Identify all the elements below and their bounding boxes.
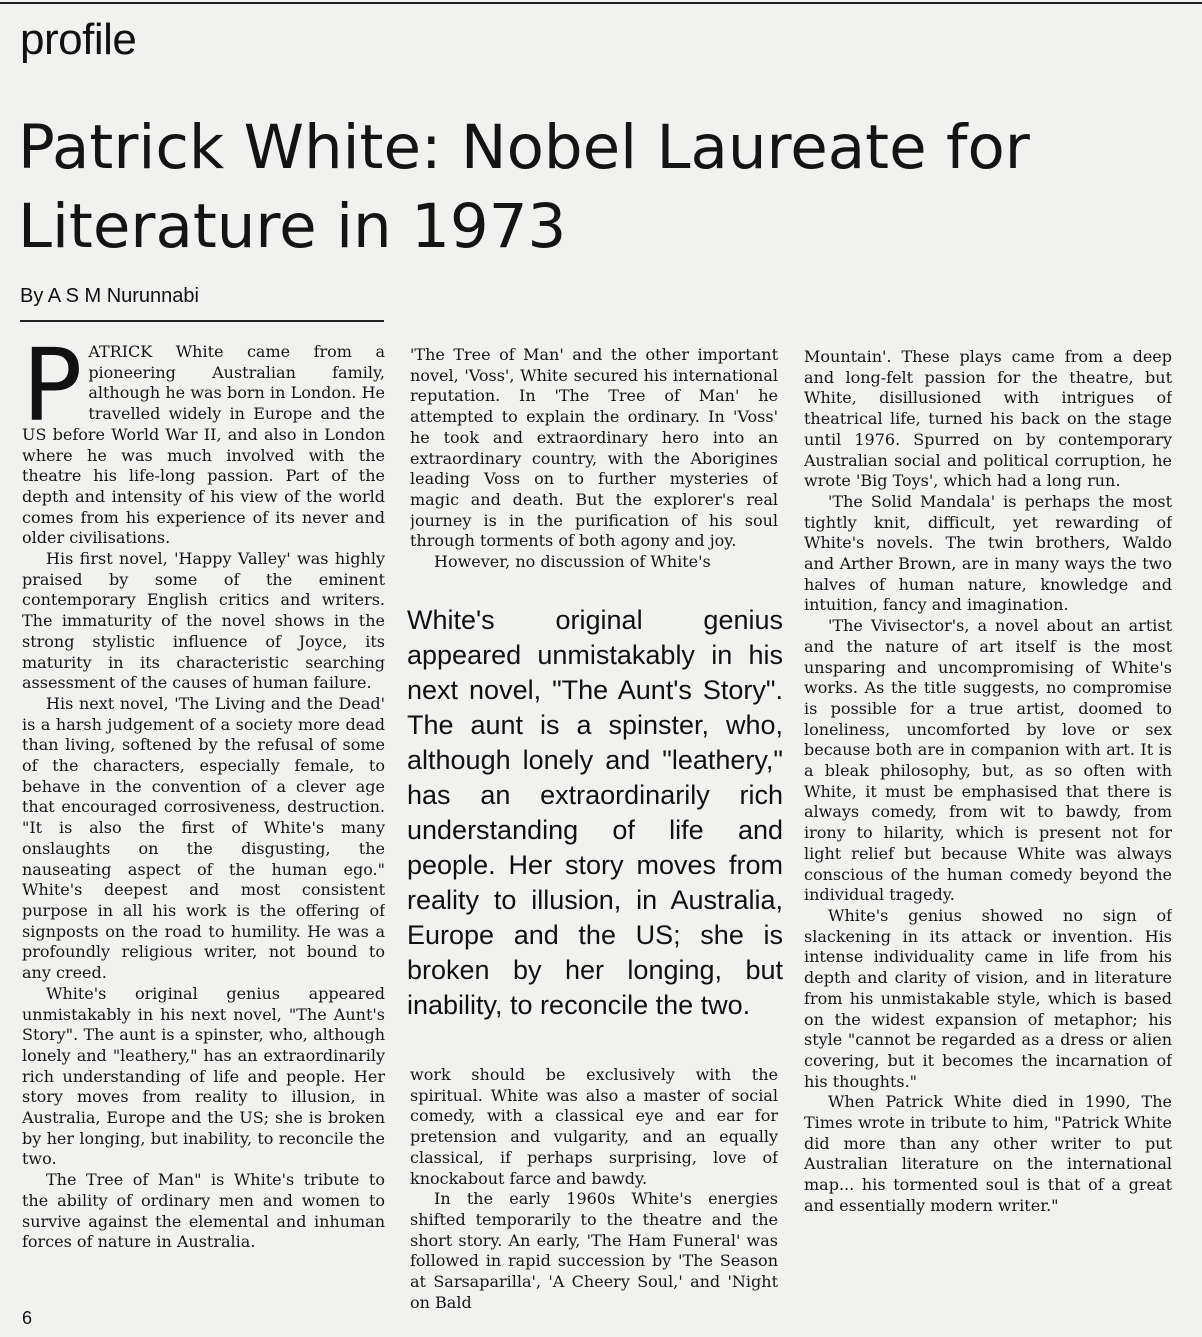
byline: By A S M Nurunnabi [20,285,199,307]
top-rule [0,2,1202,4]
headline: Patrick White: Nobel Laureate for Literature in 1973 [18,112,1030,262]
article-column-1 [22,342,385,1312]
paragraph: His first novel, 'Happy Valley' was highly praised by some of the eminent contemporary English critics and writers. The immaturity of the novel shows in the strong stylistic influence of Joyce, its maturity in its characteristic searching assessment of the causes of human failure. [22,549,385,693]
paragraph: Mountain'. These plays came from a deep and long-felt passion for the theatre, but White, disillusioned with intrigues of theatrical life, turned his back on the stage until 1976. Spurred on by contemporary Australian social and political corruption, he wrote 'Big Toys', which had a long run. [804,347,1172,491]
pull-quote: White's original genius appeared unmistakably in his next novel, "The Aunt's Story". The aunt is a spinster, who, although lonely and "leathery," has an extraordinarily rich understanding of life and people. Her story moves from reality to illusion, in Australia, Europe and the US; she is broken by her longing, but inability, to reconcile the two. [407,605,783,1020]
article-column-2-bottom [410,1065,778,1325]
paragraph: work should be exclusively with the spiritual. White was also a master of social comedy, with a classical eye and ear for pretension and vulgarity, and an equally classical, if perhaps surprising, love of knockabout farce and bawdy. [410,1065,778,1188]
paragraph-text: ATRICK White came from a pioneering Australian family, although he was born in London. He travelled widely in Europe and the US before World War II, and also in London where he was much involved with the theatre his life-long passion. Part of the depth and intensity of his view of the world comes from his experience of its never and older civilisations. [22,342,385,548]
paragraph: When Patrick White died in 1990, The Times wrote in tribute to him, "Patrick White did more than any other writer to put Australian literature on the international map... his tormented soul is that of a great and essentially modern writer." [804,1092,1172,1215]
byline-rule [20,320,384,322]
paragraph: 'The Vivisector's, a novel about an artist and the nature of art itself is the most unsparing and uncompromising of White's works. As the title suggests, no compromise is possible for a true artist, doomed to loneliness, uncomforted by love or sex because both are in companion with art. It is a bleak philosophy, but, as so often with White, it must be emphasised that there is always comedy, from wit to bawdy, from irony to hilarity, which is present not for light relief but because White was always conscious of the human comedy beyond the individual tragedy. [804,616,1172,905]
paragraph [22,342,385,549]
article-column-2-top [410,345,778,603]
paragraph: White's original genius appeared unmistakably in his next novel, "The Aunt's Story". The aunt is a spinster, who, although lonely and "leathery," has an extraordinarily rich understanding of life and people. Her story moves from reality to illusion, in Australia, Europe and the US; she is broken by her longing, but inability, to reconcile the two. [22,983,385,1169]
page-number: 6 [22,1308,33,1328]
paragraph: 'The Solid Mandala' is perhaps the most tightly knit, difficult, yet rewarding of White's novels. The twin brothers, Waldo and Arther Brown, are in many ways the two halves of human nature, knowledge and intuition, fancy and imagination. [804,491,1172,615]
article-column-3 [804,347,1172,1322]
paragraph: White's genius showed no sign of slackening in its attack or invention. His intense individuality came in life from his depth and clarity of vision, and in literature from his unmistakable style, which is based on the widest expansion of metaphor; his style "cannot be regarded as a dress or alien covering, but it becomes the incarnation of his thoughts." [804,905,1172,1091]
paragraph: In the early 1960s White's energies shifted temporarily to the theatre and the short story. An early, 'The Ham Funeral' was followed in rapid succession by 'The Season at Sarsaparilla', 'A Cheery Soul,' and 'Night on Bald [410,1189,778,1312]
section-label: profile [20,15,137,64]
paragraph: His next novel, 'The Living and the Dead' is a harsh judgement of a society more dead than living, softened by the refusal of some of the characters, especially female, to behave in the convention of a clever age that encouraged corrosiveness, destruction. "It is also the first of White's many onslaughts on the disgusting, the nauseating aspect of the human ego." White's deepest and most consistent purpose in all his work is the offering of signposts on the road to humility. He was a profoundly religious writer, not bound to any creed. [22,693,385,983]
paragraph: 'The Tree of Man' and the other important novel, 'Voss', White secured his international reputation. In 'The Tree of Man' he attempted to explain the ordinary. In 'Voss' he took and extraordinary hero into an extraordinary country, with the Aborigines leading Voss on to further mysteries of magic and death. But the explorer's real journey is in the purification of his soul through torments of both agony and joy. [410,345,778,551]
drop-cap: P [22,342,83,444]
paragraph: The Tree of Man" is White's tribute to the ability of ordinary men and women to survive against the elemental and inhuman forces of nature in Australia. [22,1170,385,1252]
paragraph: However, no discussion of White's [434,552,711,572]
